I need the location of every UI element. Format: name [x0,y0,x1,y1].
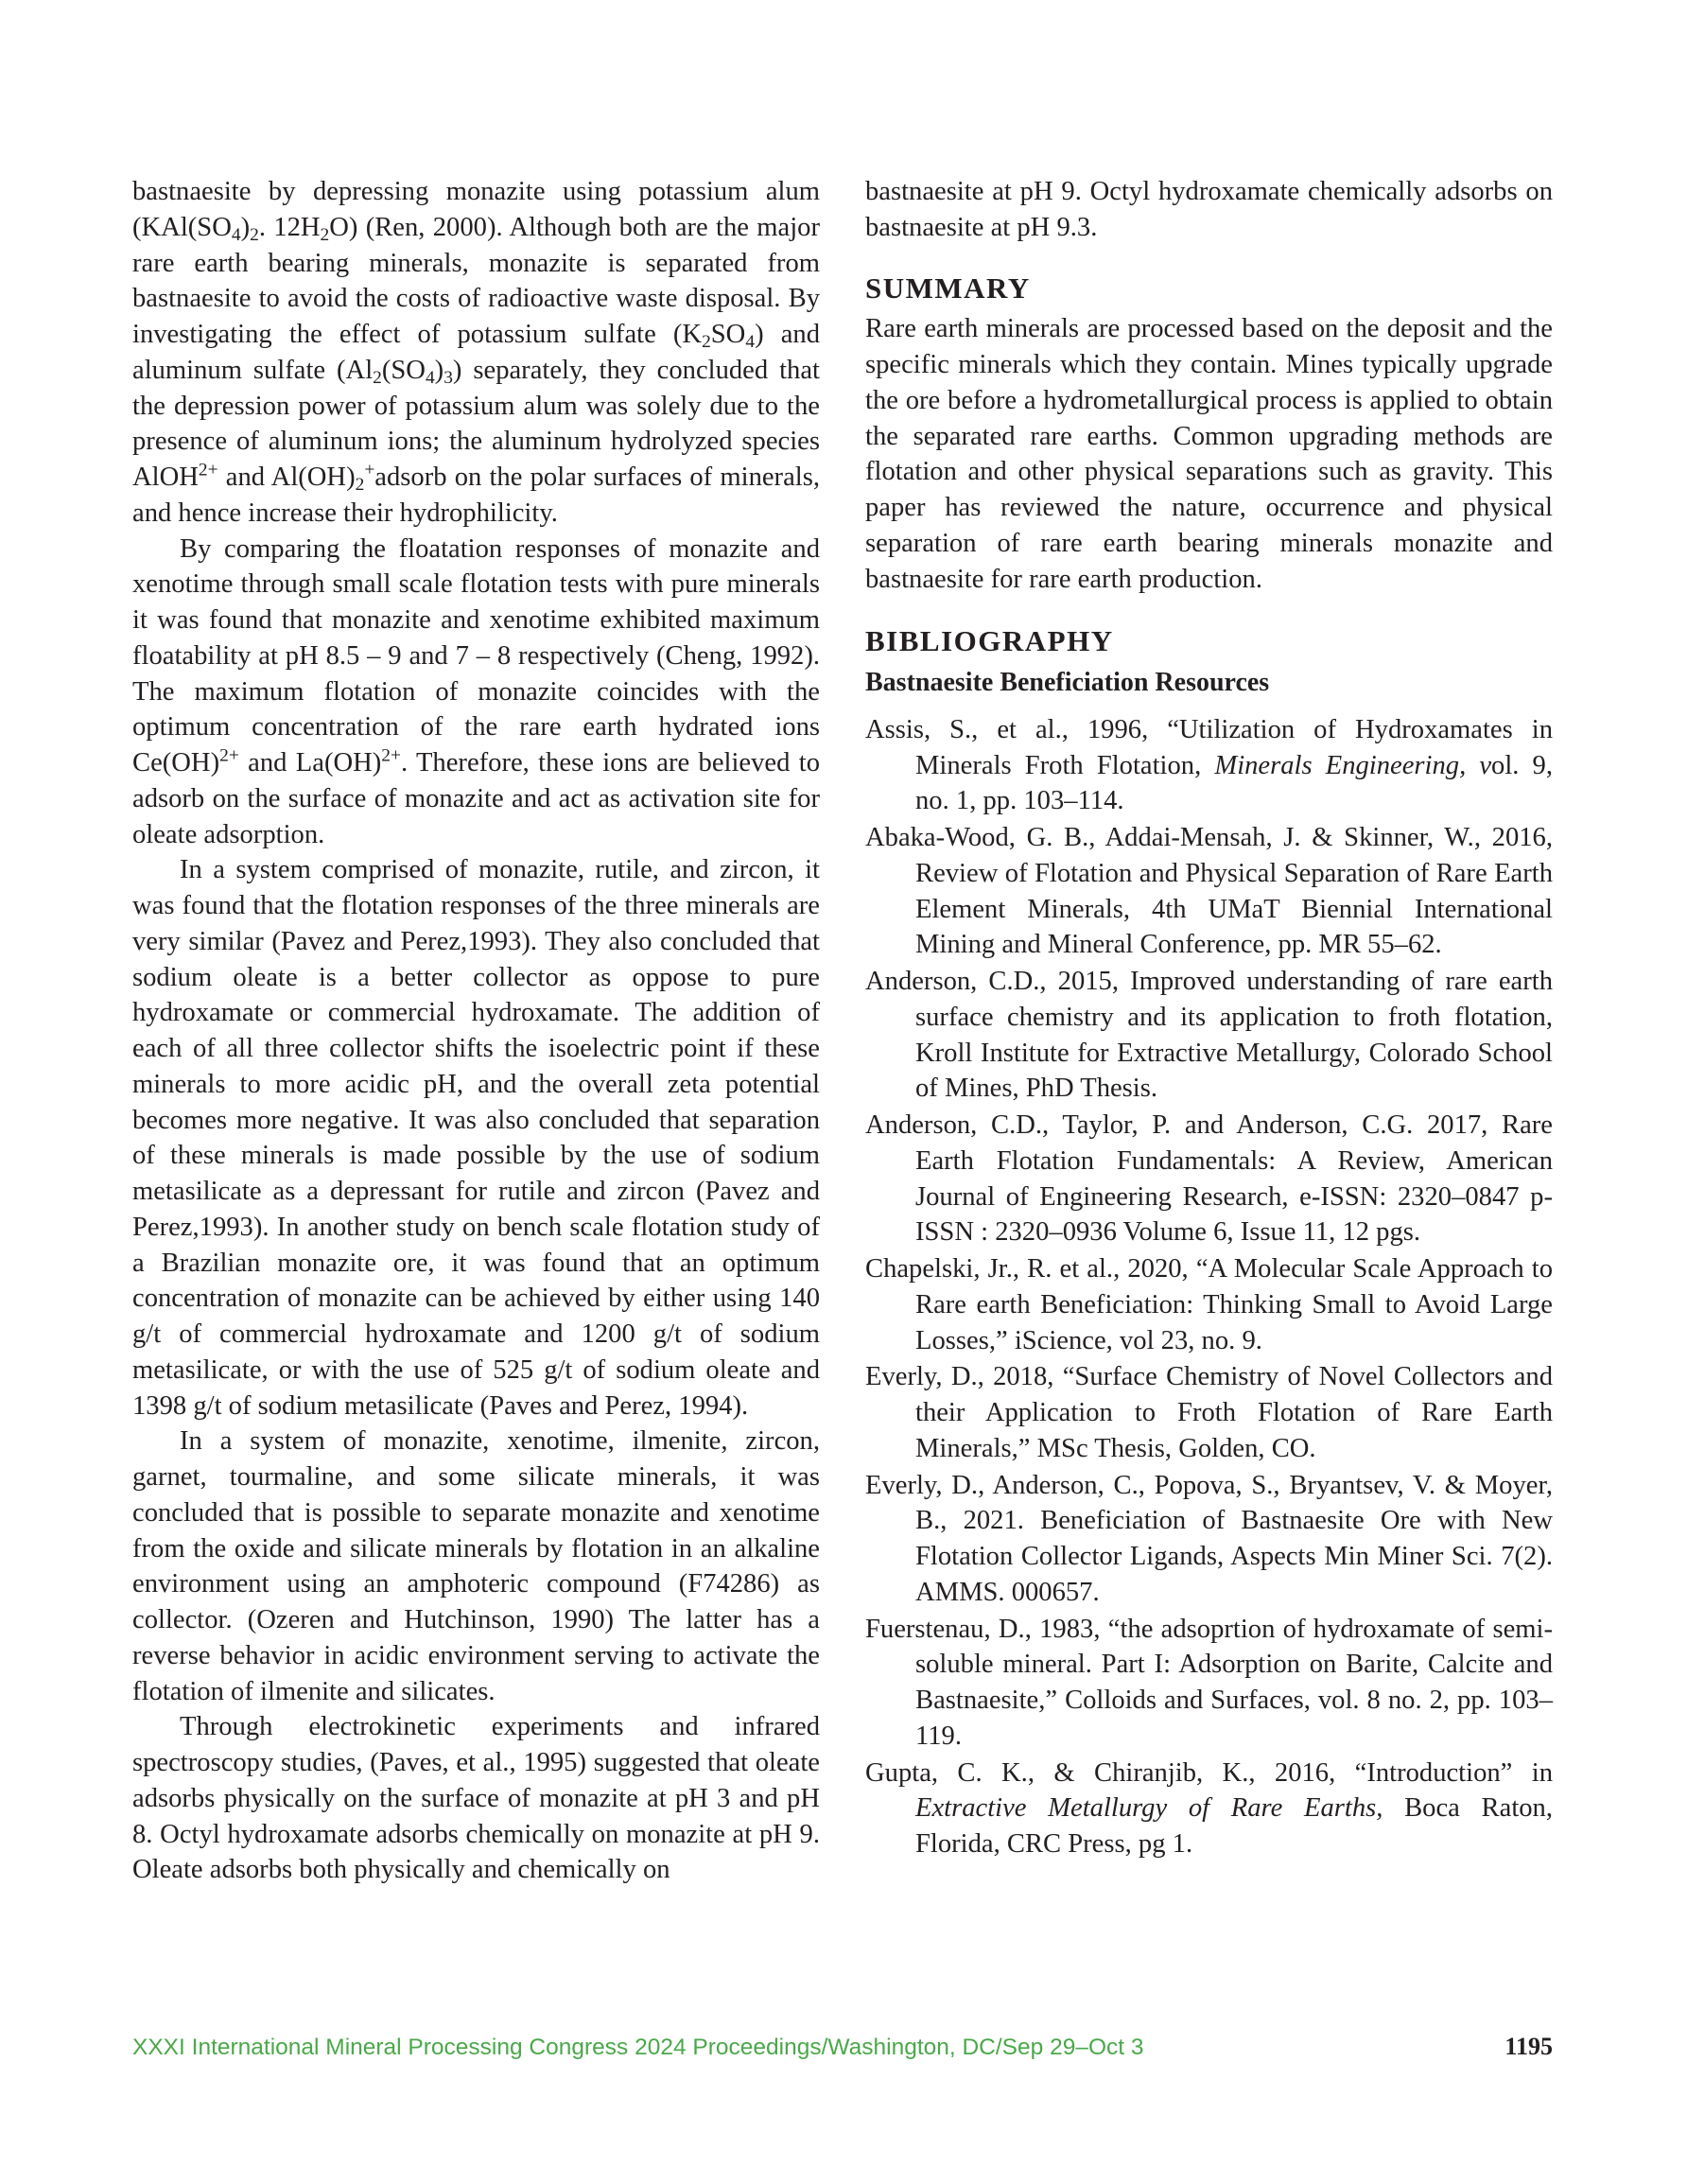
bibliography-subheading: Bastnaesite Beneficiation Resources [865,668,1270,697]
reference-list [865,712,1553,1862]
reference-item: Everly, D., Anderson, C., Popova, S., Bryantsev, V. & Moyer, B., 2021. Beneficiation of Bastnaesite Ore with New Flotation Collector Ligands, Aspects Min Miner Sci. 7(2). AMMS. 000657. [865,1470,1553,1607]
right-column [865,174,1553,1863]
reference-item: Chapelski, Jr., R. et al., 2020, “A Molecular Scale Approach to Rare earth Beneficiation: Thinking Small to Avoid Large Losses,” iScience, vol 23, no. 9. [865,1254,1553,1355]
paragraph-continuation: bastnaesite at pH 9. Octyl hydroxamate chemically adsorbs on bastnaesite at pH 9.3. [865,177,1553,242]
reference-item: Anderson, C.D., Taylor, P. and Anderson, C.G. 2017, Rare Earth Flotation Fundamentals: A Review, American Journal of Engineering Research, e-ISSN: 2320–0847 p-ISSN : 2320–0936 Volume 6, Issue 11, 12 pgs. [865,1110,1553,1248]
reference-item: Abaka-Wood, G. B., Addai-Mensah, J. & Skinner, W., 2016, Review of Flotation and Physical Separation of Rare Earth Element Minerals, 4th UMaT Biennial International Mining and Mineral Conference, pp. MR 55–62. [865,823,1553,960]
reference-item: Anderson, C.D., 2015, Improved understanding of rare earth surface chemistry and its application to froth flotation, Kroll Institute for Extractive Metallurgy, Colorado School of Mines, PhD Thesis. [865,967,1553,1104]
bibliography-heading: BIBLIOGRAPHY [865,624,1114,658]
paragraph-alum-depression: bastnaesite by depressing monazite using potassium alum ($KAl(SO_4)_2$. $12H_2O$) (Ren, 2000). Although both are the major rare earth bearing minerals, monazite is separated from bastnaesite to avoid the costs of radioactive waste disposal. By investigating the effect of potassium sulfate $(K_2SO_4)$ and aluminum sulfate $(Al_2(SO_4)_3)$ separately, they concluded that the depression power of potassium alum was solely due to the presence of aluminum ions; the aluminum hydrolyzed species AlOH$^{2+}$ and $Al(OH)_2^+adsorb$ on the polar surfaces of minerals, and hence increase their hydrophilicity. [132,177,820,528]
reference-item: Assis, S., et al., 1996, “Utilization of Hydroxamates in Minerals Froth Flotation, Minerals Engineering, vol. 9, no. 1, pp. 103–114. [865,714,1553,816]
reference-item: Gupta, C. K., & Chiranjib, K., 2016, “Introduction” in Extractive Metallurgy of Rare Earths, Boca Raton, Florida, CRC Press, pg 1. [865,1757,1554,1859]
page-number: 1195 [1504,2033,1553,2060]
paragraph-amphoteric-collector: In a system of monazite, xenotime, ilmenite, zircon, garnet, tourmaline, and some silicate minerals, it was concluded that is possible to separate monazite and xenotime from the oxide and silicate minerals by flotation in an alkaline environment using an amphoteric compound (F74286) as collector. (Ozeren and Hutchinson, 1990) The latter has a reverse behavior in acidic environment serving to activate the flotation of ilmenite and silicates. [132,1426,820,1706]
paragraph-floatation-responses: By comparing the floatation responses of monazite and xenotime through small scale flotation tests with pure minerals it was found that monazite and xenotime exhibited maximum floatability at pH 8.5 – 9 and 7 – 8 respectively (Cheng, 1992). The maximum flotation of monazite coincides with the optimum concentration of the rare earth hydrated ions Ce(OH)$^{2+}$ and La(OH)$^{2+}$. Therefore, these ions are believed to adsorb on the surface of monazite and act as activation site for oleate adsorption. [132,533,820,849]
reference-item: Fuerstenau, D., 1983, “the adsoprtion of hydroxamate of semi-soluble mineral. Part I: Adsorption on Barite, Calcite and Bastnaesite,” Colloids and Surfaces, vol. 8 no. 2, pp. 103–119. [865,1614,1553,1751]
reference-item: Everly, D., 2018, “Surface Chemistry of Novel Collectors and their Application to Froth Flotation of Rare Earth Minerals,” MSc Thesis, Golden, CO. [865,1362,1553,1463]
left-column [132,174,820,1888]
summary-heading: SUMMARY [865,271,1031,305]
footer-conference-title: XXXI International Mineral Processing Congress 2024 Proceedings/Washington, DC/Sep 29–Oct 3 [132,2035,1144,2060]
paragraph-electrokinetic: Through electrokinetic experiments and infrared spectroscopy studies, (Paves, et al., 1995) suggested that oleate adsorbs physically on the surface of monazite at pH 3 and pH 8. Octyl hydroxamate adsorbs chemically on monazite at pH 9. Oleate adsorbs both physically and chemically on [132,1712,820,1885]
paragraph-monazite-rutile-zircon: In a system comprised of monazite, rutile, and zircon, it was found that the flotation responses of the three minerals are very similar (Pavez and Perez,1993). They also concluded that sodium oleate is a better collector as oppose to pure hydroxamate or commercial hydroxamate. The addition of each of all three collector shifts the isoelectric point if these minerals to more acidic pH, and the overall zeta potential becomes more negative. It was also concluded that separation of these minerals is made possible by the use of sodium metasilicate as a depressant for rutile and zircon (Pavez and Perez,1993). In another study on bench scale flotation study of a Brazilian monazite ore, it was found that an optimum concentration of monazite can be achieved by either using 140 g/t of commercial hydroxamate and 1200 g/t of sodium metasilicate, or with the use of 525 g/t of sodium oleate and 1398 g/t of sodium metasilicate (Paves and Perez, 1994). [132,855,820,1421]
summary-paragraph: Rare earth minerals are processed based on the deposit and the specific minerals which they contain. Mines typically upgrade the ore before a hydrometallurgical process is applied to obtain the separated rare earths. Common upgrading methods are flotation and other physical separations such as gravity. This paper has reviewed the nature, occurrence and physical separation of rare earth bearing minerals monazite and bastnaesite for rare earth production. [865,314,1553,594]
